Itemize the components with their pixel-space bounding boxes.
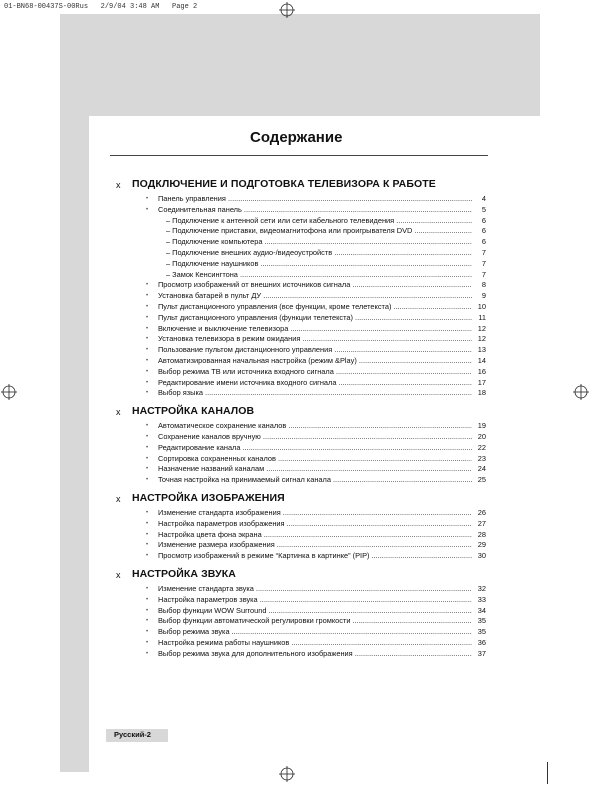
toc-entry-label: Выбор функции автоматической регулировки громкости ..... [158,616,472,627]
print-slug: 01-BN68-00437S-00Rus 2/9/04 3:48 AM Page 2 [4,3,198,11]
toc-entry [112,216,486,227]
grey-margin-band [60,14,89,772]
toc-entry-page: 8 [472,280,486,291]
section-marker: x [116,180,121,190]
toc-entry-label: Просмотр изображений в режиме “Картинка в картинке” (PIP) ..... [158,551,472,562]
bullet-icon: • [146,303,149,310]
bullet-icon: • [146,520,149,527]
section-marker: x [116,569,121,580]
bullet-icon: • [146,293,149,300]
registration-mark-left-icon [1,384,17,400]
toc-entry-page: 12 [472,324,486,335]
toc-entry [112,638,486,649]
bullet-icon: • [146,455,149,462]
toc-entry [112,270,486,281]
toc-entry [112,464,486,475]
bullet-icon: • [146,368,149,375]
toc-entry-page: 25 [472,475,486,486]
toc-entry-page: 37 [472,649,486,660]
section-marker: x [116,493,121,504]
toc-entry-label: Установка телевизора в режим ожидания ..... [158,334,472,345]
table-of-contents [112,177,486,659]
section-title: НАСТРОЙКА ИЗОБРАЖЕНИЯ [132,491,285,504]
toc-entry [112,194,486,205]
section-heading [112,177,486,194]
toc-entry [112,237,486,248]
toc-entry-label: Включение и выключение телевизора ..... [158,324,472,335]
toc-entry-page: 29 [472,540,486,551]
bullet-icon: • [146,477,149,484]
toc-entry-page: 34 [472,606,486,617]
registration-mark-top-icon [279,2,295,18]
toc-entry [112,454,486,465]
section-heading [112,404,486,421]
toc-entry-label: Редактирование канала ..... [158,443,472,454]
toc-entry-page: 32 [472,584,486,595]
toc-entry-label: Изменение стандарта звука ..... [158,584,472,595]
page-number-label: Русский-2 [114,730,151,739]
toc-entry [112,616,486,627]
toc-entry-page: 24 [472,464,486,475]
toc-entry-label: Пульт дистанционного управления (все функции, кроме телетекста) ..... [158,302,472,313]
toc-entry-label: – Замок Кенсингтона ..... [166,270,472,281]
section-title: ПОДКЛЮЧЕНИЕ И ПОДГОТОВКА ТЕЛЕВИЗОРА К РАБОТЕ [132,178,436,190]
toc-entry-label: Панель управления ..... [158,194,472,205]
toc-entry-label: Установка батарей в пульт ДУ ..... [158,291,472,302]
toc-entry [112,475,486,486]
bullet-icon: • [146,357,149,364]
toc-entry-label: – Подключение к антенной сети или сети кабельного телевидения ..... [166,216,472,227]
toc-entry-page: 4 [472,194,486,205]
toc-entry-label: – Подключение наушников ..... [166,259,472,270]
toc-entry-page: 6 [472,237,486,248]
toc-entry [112,324,486,335]
bullet-icon: • [146,466,149,473]
toc-entry [112,443,486,454]
bullet-icon: • [146,336,149,343]
toc-entry-page: 20 [472,432,486,443]
toc-entry-label: Выбор режима ТВ или источника входного сигнала ..... [158,367,472,378]
toc-entry [112,248,486,259]
toc-entry-page: 6 [472,226,486,237]
toc-entry [112,649,486,660]
bullet-icon: • [146,509,149,516]
toc-entry [112,595,486,606]
toc-entry-page: 6 [472,216,486,227]
title-divider [110,155,488,156]
toc-entry-page: 22 [472,443,486,454]
toc-entry-page: 14 [472,356,486,367]
toc-entry [112,606,486,617]
toc-entry [112,205,486,216]
toc-entry-label: – Подключение приставки, видеомагнитофона или проигрывателя DVD ..... [166,226,472,237]
toc-entry-label: Точная настройка на принимаемый сигнал канала ..... [158,475,472,486]
toc-entry-label: Настройка параметров изображения ..... [158,519,472,530]
registration-mark-bottom-icon [279,766,295,782]
toc-entry-label: Просмотр изображений от внешних источников сигнала ..... [158,280,472,291]
bullet-icon: • [146,379,149,386]
toc-entry [112,367,486,378]
bullet-icon: • [146,390,149,397]
toc-entry [112,291,486,302]
toc-entry-label: Автоматическое сохранение каналов ..... [158,421,472,432]
toc-entry [112,530,486,541]
toc-entry-page: 9 [472,291,486,302]
toc-entry-label: Сохранение каналов вручную ..... [158,432,472,443]
section-title: НАСТРОЙКА КАНАЛОВ [132,405,255,418]
toc-entry-label: Настройка цвета фона экрана ..... [158,530,472,541]
toc-entry [112,421,486,432]
registration-mark-right-icon [573,384,589,400]
toc-entry-page: 7 [472,270,486,281]
toc-entry-label: Выбор языка ..... [158,388,472,399]
toc-entry [112,388,486,399]
toc-entry-label: Пользование пультом дистанционного управления ..... [158,345,472,356]
section-heading [112,567,486,584]
section-title: НАСТРОЙКА ЗВУКА [132,567,236,580]
toc-entry-page: 11 [472,313,486,324]
toc-entry-page: 27 [472,519,486,530]
toc-entry-label: Назначение названий каналам ..... [158,464,472,475]
toc-entry [112,313,486,324]
toc-entry-page: 12 [472,334,486,345]
toc-entry [112,345,486,356]
toc-entry-label: Выбор функции WOW Surround ..... [158,606,472,617]
page-title: Содержание [250,129,343,146]
toc-entry-page: 26 [472,508,486,519]
toc-entry-page: 5 [472,205,486,216]
bullet-icon: • [146,596,149,603]
bullet-icon: • [146,196,149,202]
toc-entry-label: Соединительная панель ..... [158,205,472,216]
bullet-icon: • [146,325,149,332]
toc-entry-label: – Подключение компьютера ..... [166,237,472,248]
toc-entry-page: 28 [472,530,486,541]
bullet-icon: • [146,206,149,213]
toc-entry-label: Изменение размера изображения ..... [158,540,472,551]
section-marker: x [116,407,121,418]
toc-entry-label: Изменение стандарта изображения ..... [158,508,472,519]
bullet-icon: • [146,585,149,592]
toc-entry-page: 23 [472,454,486,465]
bullet-icon: • [146,423,149,430]
toc-entry [112,334,486,345]
bullet-icon: • [146,629,149,636]
toc-entry-label: Автоматизированная начальная настройка (режим &Play) ..... [158,356,472,367]
toc-entry-page: 30 [472,551,486,562]
toc-entry [112,378,486,389]
bullet-icon: • [146,639,149,646]
toc-entry-page: 10 [472,302,486,313]
toc-entry-label: Редактирование имени источника входного сигнала ..... [158,378,472,389]
toc-entry [112,280,486,291]
toc-entry [112,584,486,595]
toc-entry-label: Сортировка сохраненных каналов ..... [158,454,472,465]
toc-entry [112,551,486,562]
bullet-icon: • [146,618,149,625]
toc-entry [112,259,486,270]
toc-entry-label: Выбор режима звука для дополнительного изображения ..... [158,649,472,660]
toc-entry-page: 36 [472,638,486,649]
toc-entry-page: 16 [472,367,486,378]
bullet-icon: • [146,314,149,321]
toc-entry-page: 13 [472,345,486,356]
bullet-icon: • [146,444,149,451]
toc-entry-page: 7 [472,248,486,259]
bullet-icon: • [146,542,149,549]
toc-entry [112,540,486,551]
toc-entry [112,356,486,367]
toc-entry-page: 17 [472,378,486,389]
bullet-icon: • [146,347,149,354]
toc-entry-page: 35 [472,616,486,627]
bullet-icon: • [146,433,149,440]
bullet-icon: • [146,531,149,538]
toc-entry-page: 33 [472,595,486,606]
toc-entry-label: Настройка режима работы наушников ..... [158,638,472,649]
page-number-tab [106,729,168,742]
toc-entry-label: Пульт дистанционного управления (функции телетекста) ..... [158,313,472,324]
toc-entry [112,508,486,519]
bullet-icon: • [146,282,149,289]
grey-header-band [60,14,540,116]
toc-entry-label: – Подключение внешних аудио-/видеоустройств ..... [166,248,472,259]
toc-entry [112,226,486,237]
toc-entry-page: 19 [472,421,486,432]
toc-entry [112,432,486,443]
toc-entry-label: Настройка параметров звука ..... [158,595,472,606]
crop-mark-icon [547,762,548,784]
toc-entry-page: 35 [472,627,486,638]
bullet-icon: • [146,607,149,614]
toc-entry-page: 18 [472,388,486,399]
toc-entry-page: 7 [472,259,486,270]
bullet-icon: • [146,553,149,560]
toc-entry-label: Выбор режима звука ..... [158,627,472,638]
toc-entry [112,627,486,638]
toc-entry [112,519,486,530]
bullet-icon: • [146,650,149,657]
section-heading [112,491,486,508]
toc-entry [112,302,486,313]
